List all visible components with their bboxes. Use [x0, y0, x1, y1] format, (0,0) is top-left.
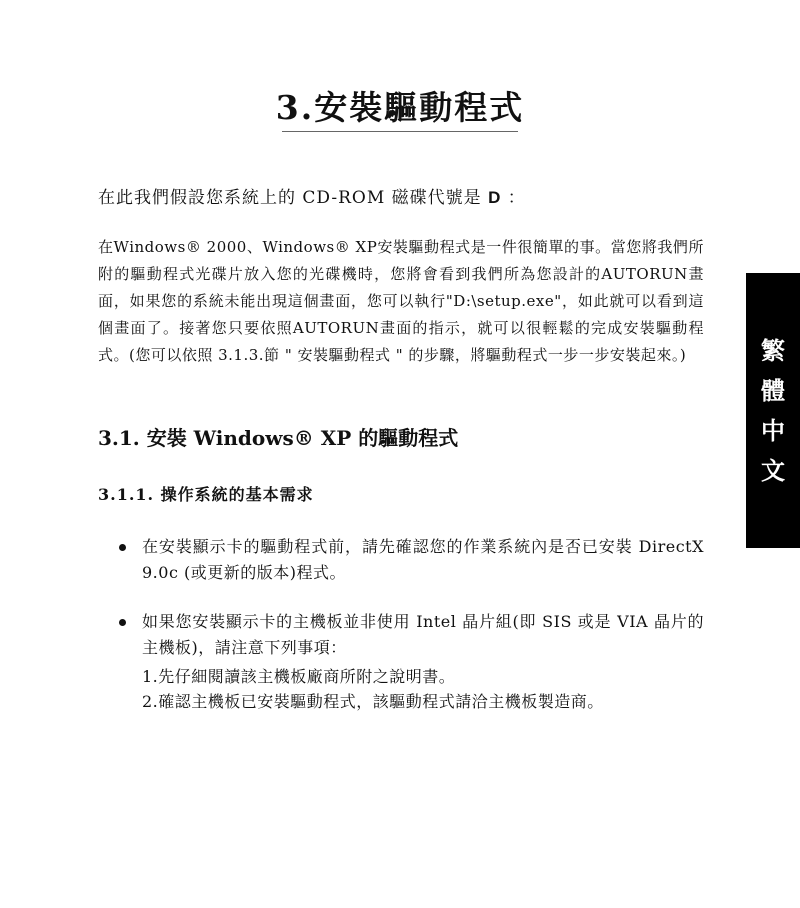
sub-item-read-manual: 1.先仔細閱讀該主機板廠商所附之說明書。 — [142, 667, 456, 686]
side-tab-char: 文 — [761, 455, 785, 485]
language-side-tab — [746, 273, 800, 548]
intro-suffix: ： — [501, 188, 526, 208]
sub-item-install-driver: 2.確認主機板已安裝驅動程式，該驅動程式請洽主機板製造商。 — [142, 692, 604, 711]
intro-prefix: 在此我們假設您系統上的 CD-ROM 磁碟代號是 — [98, 188, 489, 208]
drive-letter: D — [488, 188, 502, 207]
bullet-item-motherboard: 如果您安裝顯示卡的主機板並非使用 Intel 晶片組(即 SIS 或是 VIA 晶片的主機板)，請注意下列事項： — [142, 612, 704, 657]
bullet-icon — [119, 619, 126, 626]
bullet-item-directx: 在安裝顯示卡的驅動程式前，請先確認您的作業系統內是否已安裝 DirectX 9.0c (或更新的版本)程式。 — [142, 537, 704, 582]
intro-text — [98, 183, 526, 208]
side-tab-char: 中 — [761, 415, 785, 445]
bullet-icon — [119, 544, 126, 551]
section-heading: 3.1. 安裝 Windows® XP 的驅動程式 — [98, 426, 459, 450]
side-tab-char: 體 — [761, 375, 785, 405]
subsection-heading: 3.1.1. 操作系統的基本需求 — [98, 485, 314, 504]
side-tab-char: 繁 — [761, 335, 785, 365]
page-title: 3.安裝驅動程式 — [275, 88, 525, 127]
intro-paragraph: 在Windows® 2000、Windows® XP安裝驅動程式是一件很簡單的事。當您將我們所附的驅動程式光碟片放入您的光碟機時，您將會看到我們所為您設計的AUTORUN畫面，如果您的系統未能出現這個畫面，您可以執行"D:\setup.exe"，如此就可以看到這個畫面了。接著您只要依照AUTORUN畫面的指示，就可以很輕鬆的完成安裝驅動程式。(您可以依照 3.1.3.節 " 安裝驅動程式 " 的步驟，將驅動程式一步一步安裝起來。) — [98, 238, 704, 364]
title-underline — [282, 131, 518, 132]
